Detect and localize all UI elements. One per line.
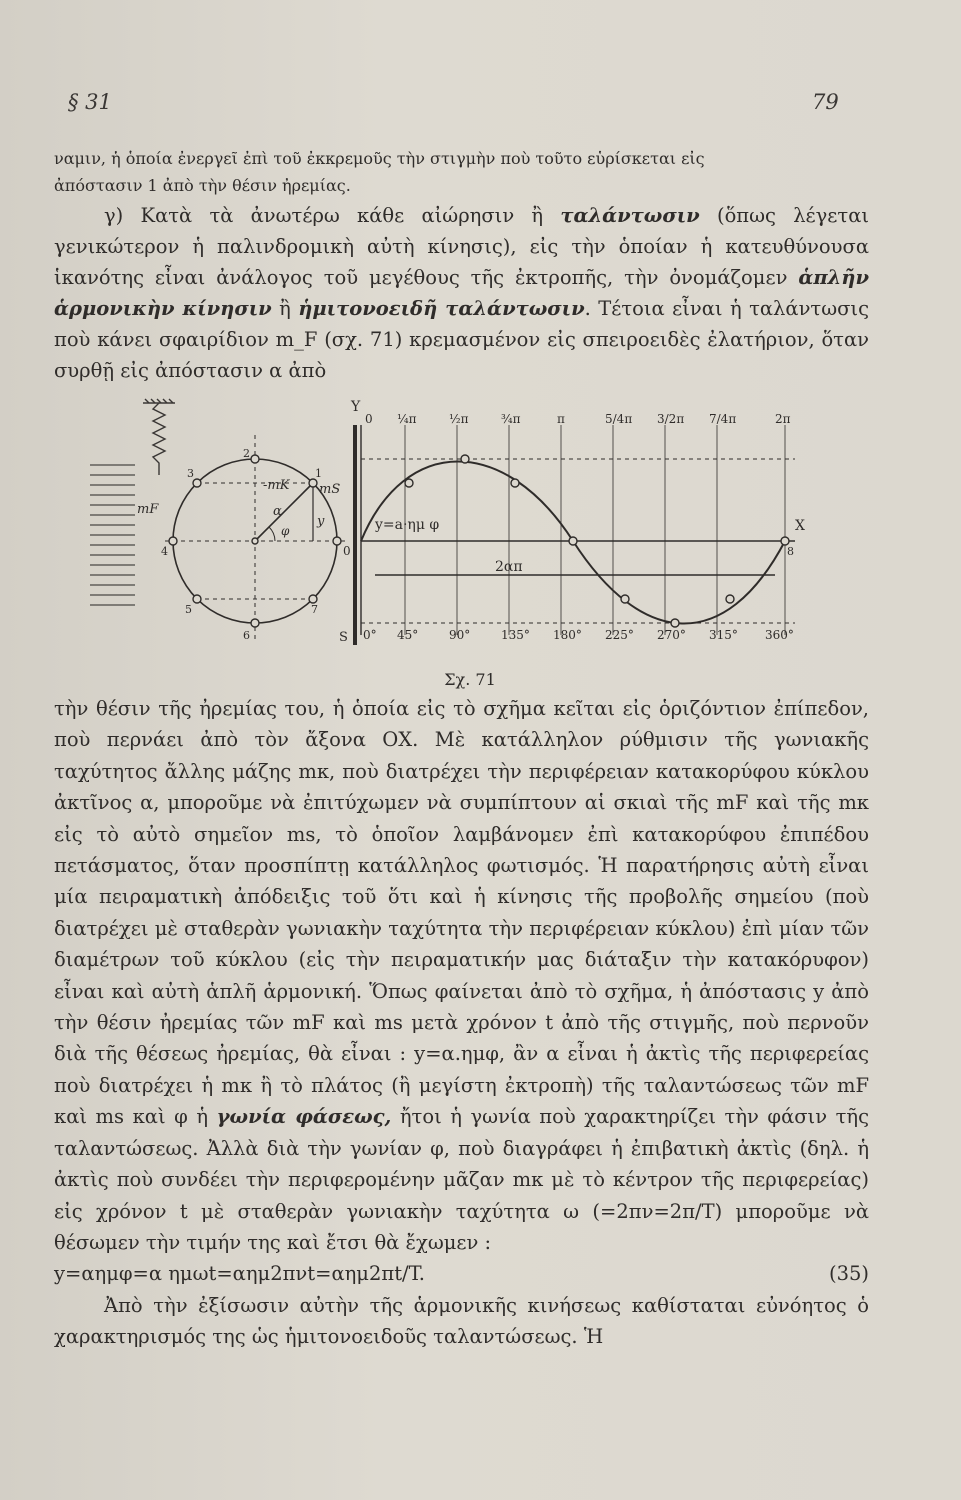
tick-label: ¼π (397, 412, 417, 426)
paragraph-projection (54, 693, 869, 1353)
equation-number: (35) (828, 1262, 869, 1286)
bottom-ticks (363, 628, 794, 642)
figure-71 (75, 395, 865, 655)
intro-line: ἀπόστασιν 1 ἀπὸ τὴν θέσιν ἠρεμίας. (54, 176, 351, 195)
tick-label: 135° (501, 628, 530, 642)
paragraph-text (54, 693, 869, 1258)
paragraph-text (54, 200, 869, 386)
y-label: y (317, 514, 325, 529)
tick-label: 90° (449, 628, 471, 642)
tick-label: ¾π (501, 412, 521, 426)
period-label: 2απ (495, 559, 523, 575)
text-run: . Τέτοια εἶναι ἡ ταλάντωσις ποὺ κάνει σφαιρίδιον m_F (σχ. 71) κρεμασμένον εἰς σπειροειδὲς ἐλατήριον, ὅταν συρθῇ εἰς ἀπόστασιν α ἀπὸ (54, 297, 870, 382)
mass-k-label: -mK (263, 478, 290, 493)
tick-label: 180° (553, 628, 582, 642)
axis-y-label: Y (351, 399, 361, 415)
figure-caption: Σχ. 71 (444, 670, 496, 689)
paragraph-text: Ἀπὸ τὴν ἐξίσωσιν αὐτὴν τῆς ἁρμονικῆς κινήσεως καθίσταται εὐνόητος ὁ χαρακτηρισμός της ὡς ἡμιτονοειδοῦς ταλαντώσεως. Ἡ (54, 1293, 869, 1349)
tick-label: 270° (657, 628, 686, 642)
term-sinusoidal-oscillation: ἡμιτονοειδῆ ταλάντωσιν (298, 297, 585, 320)
paragraph-harmonic-definition (54, 200, 869, 386)
page-number: 79 (812, 90, 839, 114)
point-label: 5 (185, 603, 192, 616)
tick-label: π (557, 412, 565, 426)
point-label: 2 (243, 447, 250, 460)
intro-line: ναμιν, ἡ ὁποία ἐνεργεῖ ἐπὶ τοῦ ἐκκρεμοῦς τὴν στιγμὴν ποὺ τοῦτο εὑρίσκεται εἰς (54, 149, 705, 168)
spring-icon (143, 399, 175, 475)
mass-f-label: mF (137, 502, 159, 517)
point-label: 1 (315, 467, 322, 480)
axis-x-label: X (795, 518, 805, 534)
tick-label: 45° (397, 628, 419, 642)
tick-label: 315° (709, 628, 738, 642)
equation: y=αημφ=α ημωt=αημ2πνt=αημ2πt/T. (54, 1262, 425, 1286)
tick-label: 360° (765, 628, 794, 642)
point-label: 6 (243, 629, 250, 642)
intro-text (54, 145, 869, 199)
point-label: 8 (787, 545, 794, 558)
term-phase-angle: γωνία φάσεως, (216, 1105, 392, 1129)
equation-label: y=a·ημ φ (375, 517, 440, 533)
term-oscillation: ταλάντωσιν (560, 204, 700, 227)
section-number: § 31 (68, 90, 112, 114)
tick-label: 225° (605, 628, 634, 642)
tick-label: 0 (365, 412, 373, 426)
tick-label: ½π (449, 412, 469, 426)
tick-label: 5/4π (605, 412, 633, 426)
radius-label: α (273, 504, 282, 519)
screen-hatching (90, 465, 135, 605)
text-run: τὴν θέσιν τῆς ἠρεμίας του, ἡ ὁποία εἰς τὸ σχῆμα κεῖται εἰς ὁριζόντιον ἐπίπεδον, ποὺ περνάει ἀπὸ τὸν ἄξονα ΟΧ. Μὲ κατάλληλον ρύθμισιν τῆς γωνιακῆς ταχύτητος ἄλλης μάζης mκ, ποὺ διατρέχει τὴν περιφέρειαν κατακορύφου κύκλου ἀκτῖνος α, μποροῦμε νὰ ἐπιτύχωμεν νὰ συμπίπτουν αἱ σκιαὶ τῆς mF καὶ τῆς mκ εἰς τὸ αὐτὸ σημεῖον ms, τὸ ὁποῖον λαμβάνομεν ἐπὶ κατακορύφου ἐπιπέδου πετάσματος, ὅταν προσπίπτῃ κατάλληλος φωτισμός. Ἡ παρατήρησις αὐτὴ εἶναι μία πειραματικὴ ἀπόδειξις τοῦ ὅτι καὶ ἡ κίνησις τῆς προβολῆς σημείου (ποὺ διατρέχει μὲ σταθερὰν γωνιακὴν ταχύτητα τὴν περιφέρειαν κύκλου) ἐπὶ μίαν τῶν διαμέτρων τοῦ κύκλου (εἰς τὴν πειραματικήν μας διάταξιν τὴν κατακόρυφον) εἶναι καὶ αὐτὴ ἁπλῆ ἁρμονική. Ὅπως φαίνεται ἀπὸ τὸ σχῆμα, ἡ ἀπόστασις y ἀπὸ τὴν θέσιν ἠρεμίας τῶν mF καὶ ms μετὰ χρόνον t ἀπὸ τῆς στιγμῆς, ποὺ περνοῦν διὰ τῆς θέσεως ἠρεμίας, θὰ εἶναι : y=α.ημφ, ἂν α εἶναι ἡ ἀκτὶς τῆς περιφερείας ποὺ διατρέχει ἡ mκ ἢ τὸ πλάτος (ἢ μεγίστη ἐκτροπὴ) τῆς ταλαντώσεως τῶν mF καὶ ms καὶ φ ἡ (54, 697, 869, 1129)
text-run: ἤτοι ἡ γωνία ποὺ χαρακτηρίζει τὴν φάσιν τῆς ταλαντώσεως. Ἀλλὰ διὰ τὴν γωνίαν φ, ποὺ διαγράφει ἡ ἐπιβατικὴ ἀκτὶς (δηλ. ἡ ἀκτὶς ποὺ συνδέει τὴν περιφερομένην μᾶζαν mκ μὲ τὸ κέντρον τῆς περιφερείας) εἰς χρόνον t μὲ σταθερὰν γωνιακὴν ταχύτητα ω (=2πν=2π/T) μποροῦμε νὰ θέσωμεν τὴν τιμήν της καὶ ἔτσι θὰ ἔχωμεν : (54, 1105, 869, 1254)
s-label: S (339, 630, 348, 645)
point-label: 7 (311, 603, 318, 616)
point-label: 4 (161, 545, 168, 558)
text-run: (ὅπως λέγεται γενικώτερον ἡ παλινδρομικὴ αὐτὴ κίνησις), εἰς τὴν ὁποίαν ἡ κατευθύνουσα ἱκανότης εἶναι ἀνάλογος τοῦ μεγέθους τῆς ἐκτροπῆς, τὴν ὀνομάζομεν (54, 204, 870, 289)
text-run: ἢ (271, 297, 299, 320)
mass-s-label: mS (319, 482, 341, 497)
point-label: 3 (187, 467, 194, 480)
top-ticks (365, 412, 791, 426)
tick-label: 7/4π (709, 412, 737, 426)
term-simple-harmonic-motion: ἁπλῆν ἁρμονικὴν κίνησιν (54, 266, 869, 320)
tick-label: 3/2π (657, 412, 685, 426)
tick-label: 2π (775, 412, 791, 426)
text-run: γ) Κατὰ τὰ ἀνωτέρω κάθε αἰώρησιν ἢ (104, 204, 561, 227)
equation-line (54, 1258, 869, 1289)
origin-label: 0 (343, 544, 351, 558)
circle-points (169, 455, 341, 627)
phi-label: φ (281, 524, 290, 538)
tick-label: 0° (363, 628, 377, 642)
